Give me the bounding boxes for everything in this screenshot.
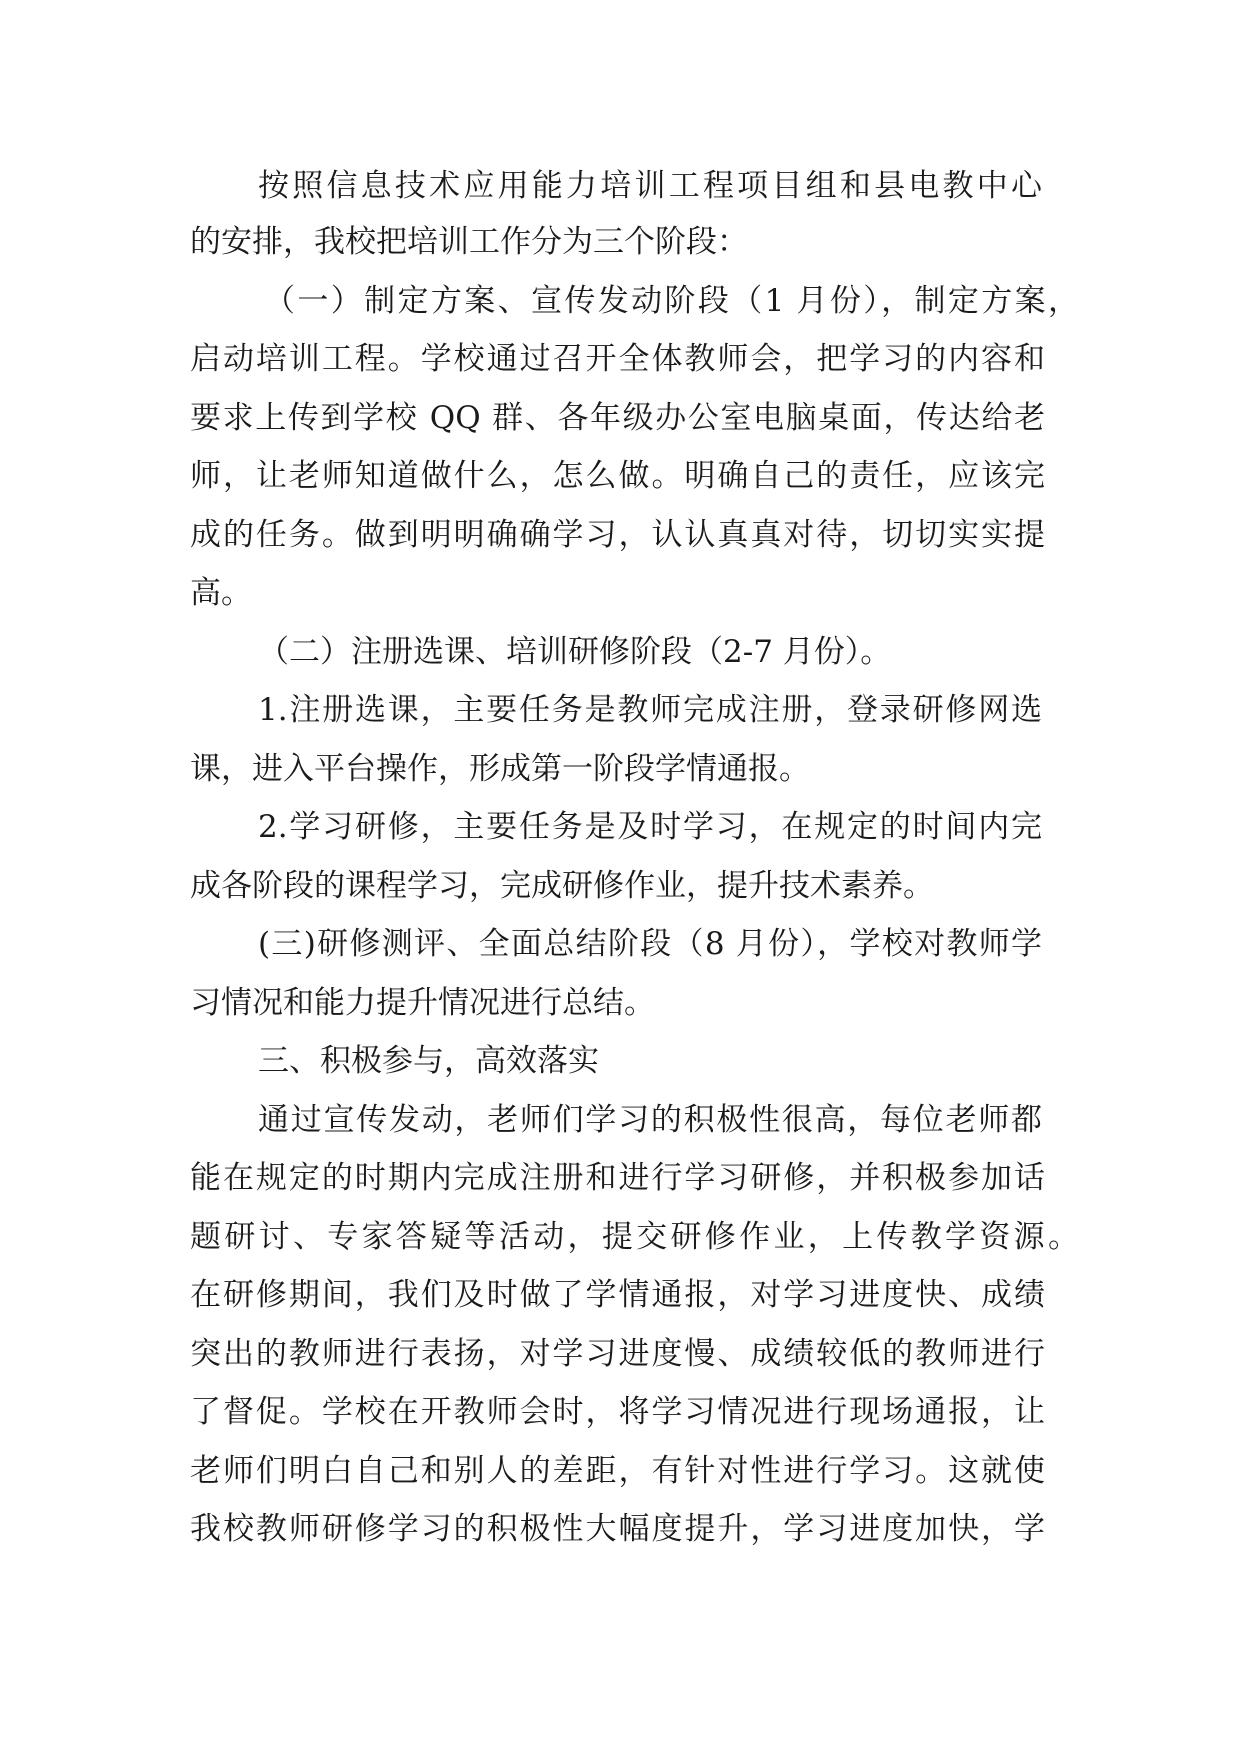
text-line: (三)研修测评、全面总结阶段（8 月份），学校对教师学 [258,926,1042,962]
text-line: 在研修期间，我们及时做了学情通报，对学习进度快、成绩 [190,1277,1045,1313]
text-line: 要求上传到学校 QQ 群、各年级办公室电脑桌面，传达给老 [190,400,1045,436]
section-heading [0,1030,1241,1092]
text-line: 我校教师研修学习的积极性大幅度提升，学习进度加快，学 [190,1511,1045,1547]
text-line: 题研讨、专家答疑等活动，提交研修作业，上传教学资源。 [190,1219,1079,1255]
paragraph-line [0,562,1241,624]
paragraph-line [0,155,1241,217]
text-line: 通过宣传发动，老师们学习的积极性很高，每位老师都 [258,1102,1042,1138]
text-line: 了督促。学校在开教师会时，将学习情况进行现场通报，让 [190,1394,1045,1430]
paragraph-line [0,621,1241,683]
text-line: （一）制定方案、宣传发动阶段（1 月份），制定方案， [264,283,1079,319]
text-line: 成的任务。做到明明确确学习，认认真真对待，切切实实提 [190,517,1045,553]
paragraph-line [0,328,1241,390]
paragraph-line [0,1381,1241,1443]
text-line: 能在规定的时期内完成注册和进行学习研修，并积极参加话 [190,1160,1045,1196]
paragraph-line [0,913,1241,975]
paragraph-line [0,1206,1241,1268]
text-line: 1.注册选课，主要任务是教师完成注册，登录研修网选 [258,692,1042,728]
paragraph-line [0,855,1241,917]
text-line: 启动培训工程。学校通过召开全体教师会，把学习的内容和 [190,341,1045,377]
text-line: 师，让老师知道做什么，怎么做。明确自己的责任，应该完 [190,458,1045,494]
text-line: 2.学习研修，主要任务是及时学习，在规定的时间内完 [258,809,1042,845]
text-line: 的安排，我校把培训工作分为三个阶段： [190,224,748,260]
text-line: 课，进入平台操作，形成第一阶段学情通报。 [190,751,810,787]
text-line: 按照信息技术应用能力培训工程项目组和县电教中心 [258,168,1042,204]
text-line: 老师们明白自己和别人的差距，有针对性进行学习。这就使 [190,1453,1045,1489]
paragraph-line [0,504,1241,566]
paragraph-line [0,1440,1241,1502]
paragraph-line [0,1264,1241,1326]
heading-text: 三、积极参与，高效落实 [258,1043,599,1079]
paragraph-line [0,1323,1241,1385]
text-line: 成各阶段的课程学习，完成研修作业，提升技术素养。 [190,868,934,904]
paragraph-line [0,270,1241,332]
text-line: 突出的教师进行表扬，对学习进度慢、成绩较低的教师进行 [190,1336,1045,1372]
paragraph-line [0,445,1241,507]
text-line: （二）注册选课、培训研修阶段（2-7 月份）。 [258,634,892,670]
text-line: 高。 [190,575,252,611]
paragraph-line [0,679,1241,741]
paragraph-line [0,972,1241,1034]
paragraph-line [0,1147,1241,1209]
paragraph-line [0,387,1241,449]
paragraph-line [0,1498,1241,1560]
paragraph-line [0,1089,1241,1151]
paragraph-line [0,796,1241,858]
paragraph-line [0,211,1241,273]
text-line: 习情况和能力提升情况进行总结。 [190,985,655,1021]
paragraph-line [0,738,1241,800]
